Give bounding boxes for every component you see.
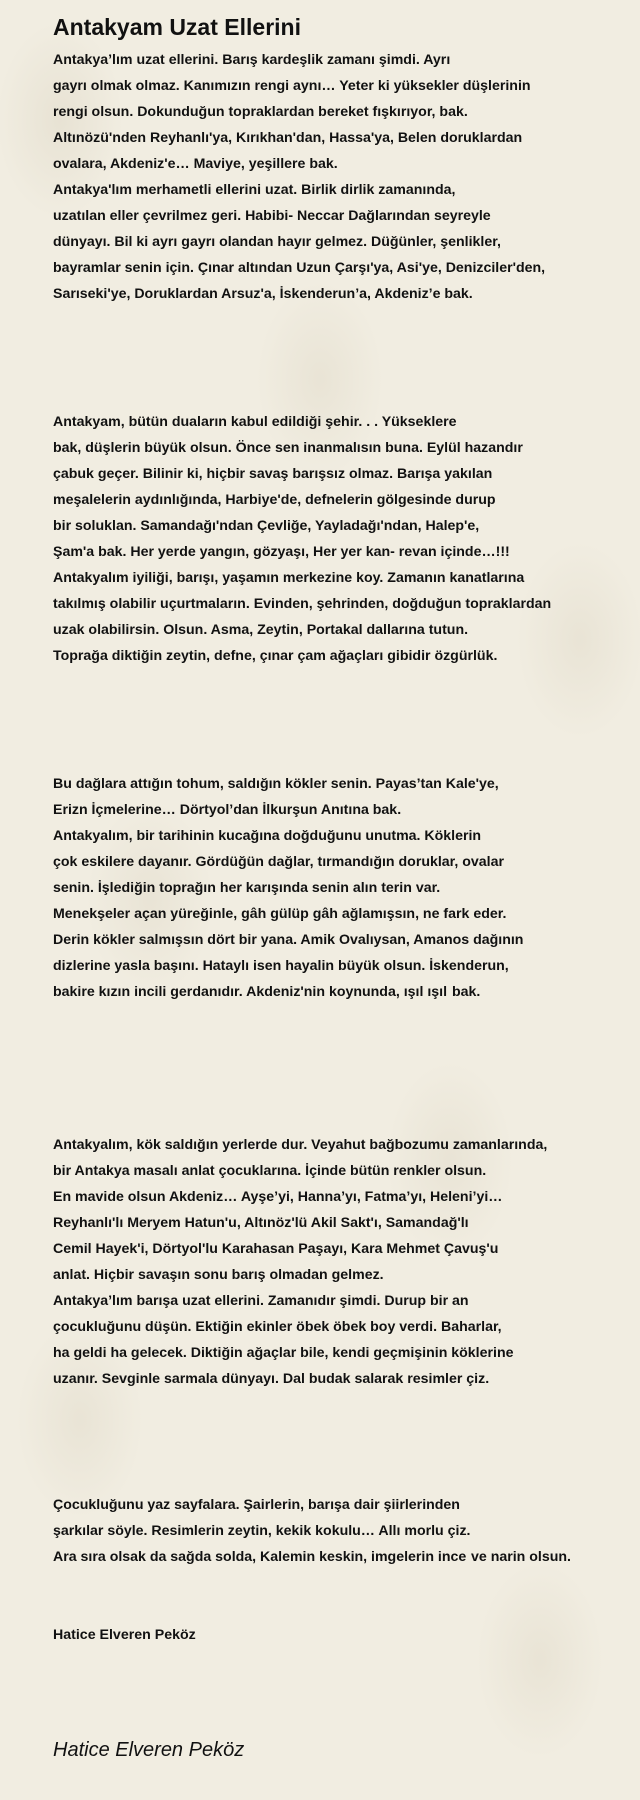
- poem-line: uzatılan eller çevrilmez geri. Habibi- Neccar Dağlarından seyreyle: [53, 208, 491, 224]
- poem-line: rengi olsun. Dokunduğun topraklardan bereket fışkırıyor, bak.: [53, 104, 468, 120]
- poem-line: Menekşeler açan yüreğinle, gâh gülüp gâh ağlamışsın, ne fark eder.: [53, 906, 507, 922]
- poem-line: bayramlar senin için. Çınar altından Uzun Çarşı'ya, Asi'ye, Denizciler'den,: [53, 260, 546, 276]
- poem-line: şarkılar söyle. Resimlerin zeytin, kekik kokulu… Allı morlu çiz.: [53, 1523, 471, 1539]
- poem-line: Çocukluğunu yaz sayfalara. Şairlerin, barışa dair şiirlerinden: [53, 1497, 460, 1513]
- poem-line: çabuk geçer. Bilinir ki, hiçbir savaş barışsız olmaz. Barışa yakılan: [53, 466, 493, 482]
- stanza-4: [53, 1132, 638, 1392]
- poem-line: Derin kökler salmışsın dört bir yana. Amik Ovalıysan, Amanos dağının: [53, 932, 524, 948]
- poem-line: bir Antakya masalı anlat çocuklarına. İçinde bütün renkler olsun.: [53, 1163, 487, 1179]
- poem-line: ovalara, Akdeniz'e… Maviye, yeşillere bak.: [53, 156, 338, 172]
- poem-line: uzak olabilirsin. Olsun. Asma, Zeytin, Portakal dallarına tutun.: [53, 622, 469, 638]
- poem-line: Altınözü'nden Reyhanlı'ya, Kırıkhan'dan, Hassa'ya, Belen doruklardan: [53, 130, 523, 146]
- poem-line: Antakyam, bütün duaların kabul edildiği şehir. . . Yükseklere: [53, 414, 457, 430]
- poem-line: Antakya’lım uzat ellerini. Barış kardeşlik zamanı şimdi. Ayrı: [53, 52, 451, 68]
- poem-line: Antakya'lım merhametli ellerini uzat. Birlik dirlik zamanında,: [53, 182, 456, 198]
- poem-line: senin. İşlediğin toprağın her karışında senin alın terin var.: [53, 880, 441, 896]
- poem-line: Ara sıra olsak da sağda solda, Kalemin keskin, imgelerin ince: [53, 1549, 467, 1565]
- stanza-5: [53, 1492, 638, 1570]
- poem-line: Erizn İçmelerine… Dörtyol’dan İlkurşun Anıtına bak.: [53, 802, 402, 818]
- poem-line: ve narin olsun.: [471, 1549, 572, 1565]
- stanza-2: [53, 409, 638, 669]
- poem-line: Reyhanlı'lı Meryem Hatun'u, Altınöz'lü Akil Sakt'ı, Samandağ'lı: [53, 1215, 469, 1231]
- poem-line: Antakyalım, bir tarihinin kucağına doğduğunu unutma. Köklerin: [53, 828, 482, 844]
- poem-line: Bu dağlara attığın tohum, saldığın kökler senin. Payas’tan Kale'ye,: [53, 776, 499, 792]
- poem-line: bir soluklan. Samandağı'ndan Çevliğe, Yayladağı'ndan, Halep'e,: [53, 518, 480, 534]
- poem-line: Sarıseki'ye, Doruklardan Arsuz'a, İskenderun’a, Akdeniz’e bak.: [53, 286, 473, 302]
- poem-line: Şam'a bak. Her yerde yangın, gözyaşı, Her yer kan- revan içinde…!!!: [53, 544, 510, 560]
- poem-line: En mavide olsun Akdeniz… Ayşe’yi, Hanna’yı, Fatma’yı, Heleni’yi…: [53, 1189, 503, 1205]
- poem-line: gayrı olmak olmaz. Kanımızın rengi aynı… Yeter ki yüksekler düşlerinin: [53, 78, 531, 94]
- poem-title: Antakyam Uzat Ellerini: [53, 14, 301, 40]
- poem-line: bakire kızın incili gerdanıdır. Akdeniz'nin koynunda, ışıl ışıl: [53, 984, 448, 1000]
- poem-line: bak, düşlerin büyük olsun. Önce sen inanmalısın buna. Eylül hazandır: [53, 440, 523, 456]
- poem-line: anlat. Hiçbir savaşın sonu barış olmadan gelmez.: [53, 1267, 384, 1283]
- poem-line: Antakya’lım barışa uzat ellerini. Zamanıdır şimdi. Durup bir an: [53, 1293, 469, 1309]
- poem-line: Cemil Hayek'i, Dörtyol'lu Karahasan Paşayı, Kara Mehmet Çavuş'u: [53, 1241, 499, 1257]
- poem-line: Antakyalım, kök saldığın yerlerde dur. Veyahut bağbozumu zamanlarında,: [53, 1137, 548, 1153]
- poem-author: Hatice Elveren Peköz: [53, 1627, 196, 1643]
- poem-line: çok eskilere dayanır. Gördüğün dağlar, tırmandığın doruklar, ovalar: [53, 854, 505, 870]
- poem-line: bak.: [452, 984, 481, 1000]
- poem-line: çocukluğunu düşün. Ektiğin ekinler öbek öbek boy verdi. Baharlar,: [53, 1319, 502, 1335]
- poem-line: takılmış olabilir uçurtmaların. Evinden, şehrinden, doğduğun topraklardan: [53, 596, 552, 612]
- poem-line: dünyayı. Bil ki ayrı gayrı olandan hayır gelmez. Düğünler, şenlikler,: [53, 234, 501, 250]
- poem-line: dizlerine yasla başını. Hataylı isen hayalin büyük olsun. İskenderun,: [53, 958, 509, 974]
- poem-line: Toprağa diktiğin zeytin, defne, çınar çam ağaçları gibidir özgürlük.: [53, 648, 498, 664]
- poem-line: ha geldi ha gelecek. Diktiğin ağaçlar bile, kendi geçmişinin köklerine: [53, 1345, 514, 1361]
- poem-line: uzanır. Sevginle sarmala dünyayı. Dal budak salarak resimler çiz.: [53, 1371, 490, 1387]
- stanza-1: [53, 47, 638, 307]
- poem-line: Antakyalım iyiliği, barışı, yaşamın merkezine koy. Zamanın kanatlarına: [53, 570, 525, 586]
- poem-line: meşalelerin aydınlığında, Harbiye'de, defnelerin gölgesinde durup: [53, 492, 496, 508]
- stanza-3: [53, 771, 638, 1005]
- author-signature: Hatice Elveren Peköz: [53, 1739, 245, 1761]
